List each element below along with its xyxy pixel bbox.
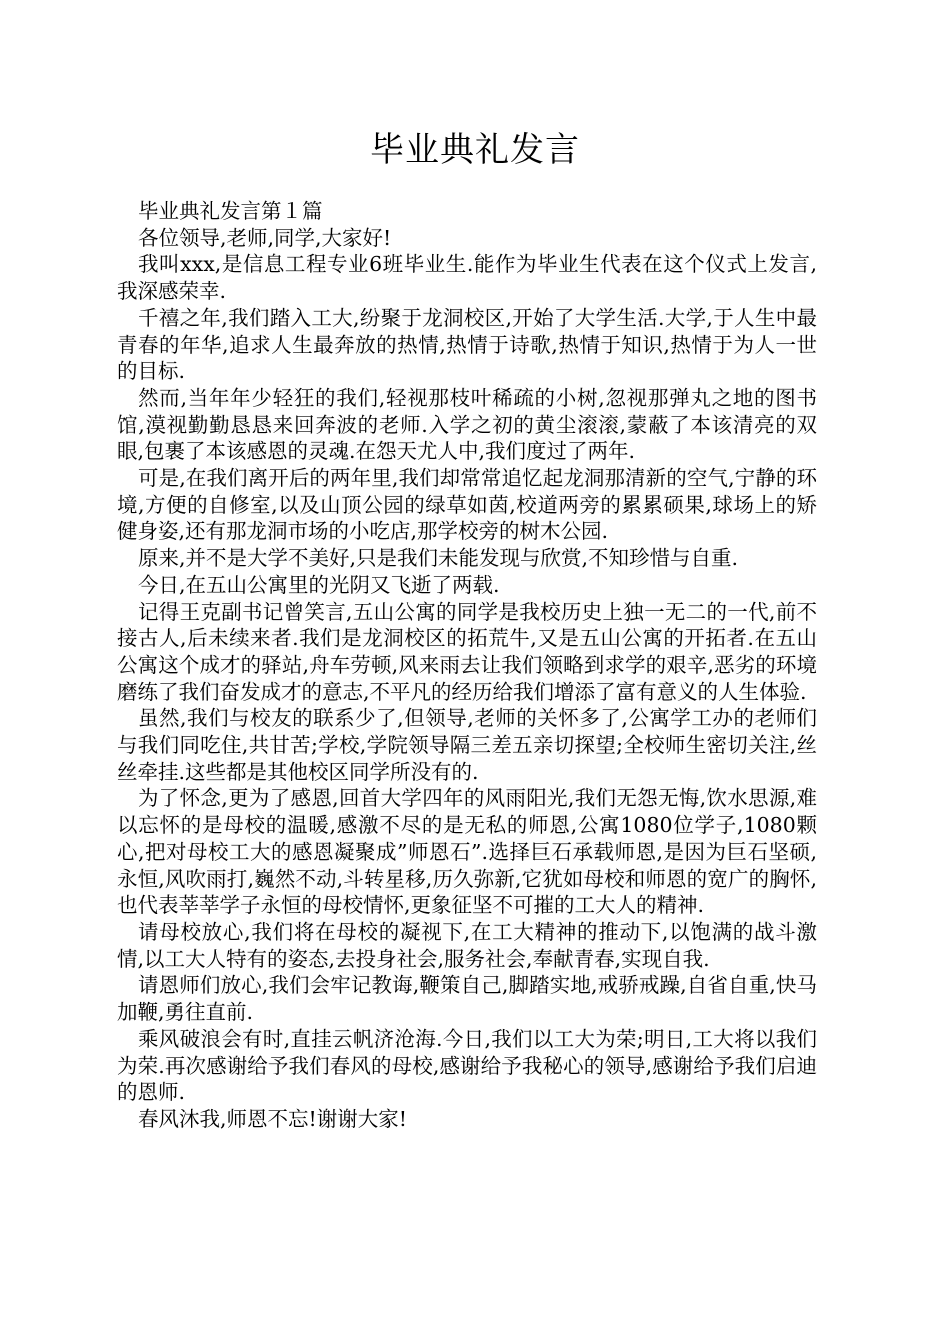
paragraph: 可是,在我们离开后的两年里,我们却常常追忆起龙洞那清新的空气,宁静的环境,方便的自修室,以及山顶公园的绿草如茵,校道两旁的累累硕果,球场上的矫健身姿,还有那龙洞市场的小吃店,那学校旁的树木公园. (117, 466, 817, 544)
paragraph: 我叫xxx,是信息工程专业6班毕业生.能作为毕业生代表在这个仪式上发言,我深感荣幸. (117, 252, 817, 304)
paragraph: 然而,当年年少轻狂的我们,轻视那枝叶稀疏的小树,忽视那弹丸之地的图书馆,漠视勤勤恳恳来回奔波的老师.入学之初的黄尘滚滚,蒙蔽了本该清亮的双眼,包裹了本该感恩的灵魂.在怨天尤人中,我们度过了两年. (117, 385, 817, 464)
paragraph: 请母校放心,我们将在母校的凝视下,在工大精神的推动下,以饱满的战斗激情,以工大人特有的姿态,去投身社会,服务社会,奉献青春,实现自我. (117, 919, 817, 971)
paragraph: 乘风破浪会有时,直挂云帆济沧海.今日,我们以工大为荣;明日,工大将以我们为荣.再次感谢给予我们春风的母校,感谢给予我秘心的领导,感谢给予我们启迪的恩师. (117, 1026, 817, 1105)
document-body (117, 198, 817, 1133)
section-heading: 毕业典礼发言第１篇 (138, 199, 323, 223)
paragraph-closing: 春风沐我,师恩不忘!谢谢大家! (138, 1106, 407, 1131)
paragraph: 千禧之年,我们踏入工大,纷聚于龙洞校区,开始了大学生活.大学,于人生中最青春的年华,追求人生最奔放的热情,热情于诗歌,热情于知识,热情于为人一世的目标. (117, 305, 817, 384)
paragraph: 为了怀念,更为了感恩,回首大学四年的风雨阳光,我们无怨无悔,饮水思源,难以忘怀的是母校的温暖,感激不尽的是无私的师恩,公寓1080位学子,1080颗心,把对母校工大的感恩凝聚成”师恩石”.选择巨石承载师恩,是因为巨石坚硕,永恒,风吹雨打,巍然不动,斗转星移,历久弥新,它犹如母校和师恩的宽广的胸怀,也代表莘莘学子永恒的母校情怀,更象征坚不可摧的工大人的精神. (117, 786, 817, 918)
paragraph: 原来,并不是大学不美好,只是我们未能发现与欣赏,不知珍惜与自重. (138, 546, 739, 571)
document-title: 毕业典礼发言 (370, 130, 580, 170)
paragraph: 今日,在五山公寓里的光阴又飞逝了两载. (138, 572, 500, 597)
paragraph: 记得王克副书记曾笑言,五山公寓的同学是我校历史上独一无二的一代,前不接古人,后未续来者.我们是龙洞校区的拓荒牛,又是五山公寓的开拓者.在五山公寓这个成才的驿站,舟车劳顿,风来雨去让我们领略到求学的艰辛,恶劣的环境磨练了我们奋发成才的意志,不平凡的经历给我们增添了富有意义的人生体验. (117, 599, 817, 704)
paragraph: 请恩师们放心,我们会牢记教诲,鞭策自己,脚踏实地,戒骄戒躁,自省自重,快马加鞭,勇往直前. (117, 973, 817, 1025)
paragraph: 虽然,我们与校友的联系少了,但领导,老师的关怀多了,公寓学工办的老师们与我们同吃住,共甘苦;学校,学院领导隔三差五亲切探望;全校师生密切关注,丝丝牵挂.这些都是其他校区同学所没有的. (117, 706, 817, 784)
paragraph-greeting: 各位领导,老师,同学,大家好! (138, 225, 392, 250)
